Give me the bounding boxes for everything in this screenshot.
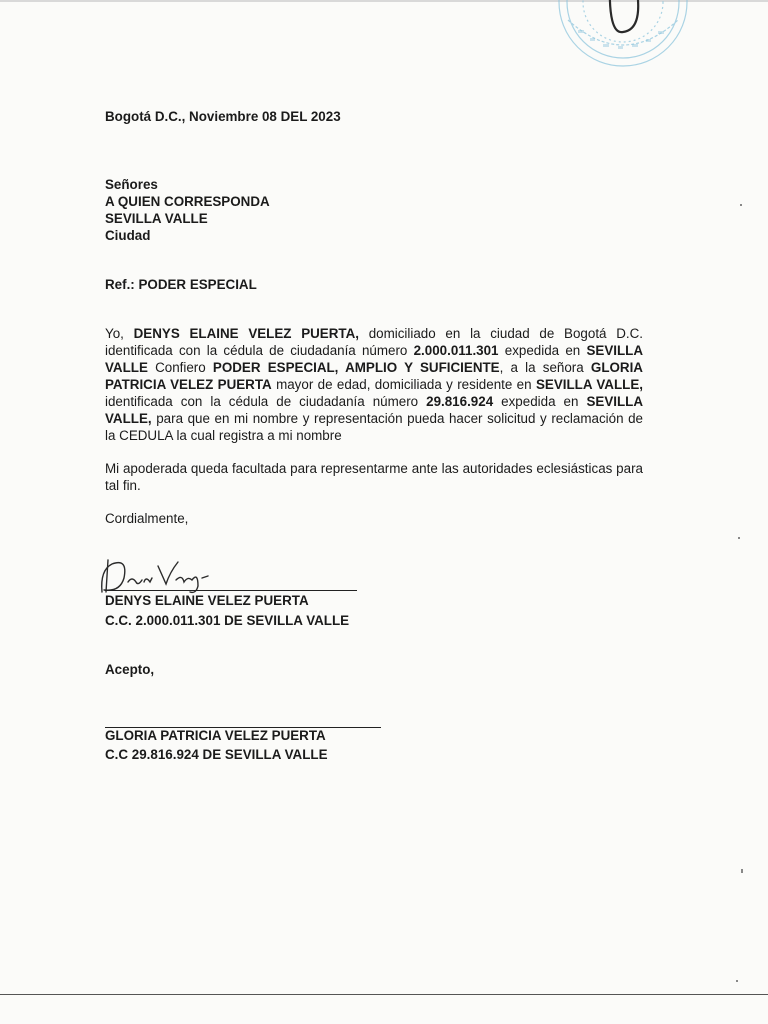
- body-text: expedida en: [493, 394, 587, 409]
- body-text: Confiero: [147, 360, 213, 375]
- seal-stamp-icon: [548, 0, 698, 68]
- date-line: Bogotá D.C., Noviembre 08 DEL 2023: [105, 109, 341, 124]
- attorney-id-line: C.C 29.816.924 DE SEVILLA VALLE: [105, 747, 328, 762]
- body-text: para que en mi nombre y representación pueda hacer solicitud y reclamación de la CEDULA la cual registra a mi nombre: [105, 411, 643, 443]
- bottom-edge-line: [0, 994, 768, 995]
- signer-block: [105, 592, 349, 629]
- recipient-line: A QUIEN CORRESPONDA: [105, 194, 270, 209]
- recipient-line: Ciudad: [105, 228, 151, 243]
- closing-line: Cordialmente,: [105, 511, 189, 526]
- scan-speck: [736, 980, 738, 982]
- body-text: Yo,: [105, 326, 134, 341]
- reference-line: Ref.: PODER ESPECIAL: [105, 277, 257, 292]
- body-paragraph-2: Mi apoderada queda facultada para representarme ante las autoridades eclesiásticas para tal fin.: [105, 461, 643, 493]
- grantor-id-number: 2.000.011.301: [413, 343, 499, 358]
- recipient-block: [105, 176, 270, 244]
- body-text: mayor de edad, domiciliada y residente en: [271, 377, 536, 392]
- body-text: domiciliado en la ciudad de Bogotá D.C. identificada con la cédula de ciudadanía número: [105, 326, 643, 358]
- body-text: expedida en: [498, 343, 587, 358]
- scan-speck: [740, 204, 742, 206]
- residence-place: SEVILLA VALLE,: [535, 377, 643, 392]
- attorney-name: GLORIA PATRICIA VELEZ PUERTA: [105, 360, 643, 392]
- power-type: PODER ESPECIAL, AMPLIO Y SUFICIENTE: [212, 360, 500, 375]
- attorney-name-line: GLORIA PATRICIA VELEZ PUERTA: [105, 728, 326, 743]
- scan-speck: [741, 869, 743, 873]
- acceptance-block: [105, 727, 328, 763]
- body-text: , a la señora: [499, 360, 591, 375]
- body-text: identificada con la cédula de ciudadanía número: [105, 394, 427, 409]
- attorney-id-number: 29.816.924: [426, 394, 494, 409]
- scan-speck: [738, 537, 740, 539]
- recipient-line: SEVILLA VALLE: [105, 211, 208, 226]
- recipient-line: Señores: [105, 177, 158, 192]
- signature-line: [105, 590, 357, 591]
- signer-id: C.C. 2.000.011.301 DE SEVILLA VALLE: [105, 613, 350, 628]
- body-paragraph-1: [105, 325, 643, 444]
- grantor-name: DENYS ELAINE VELEZ PUERTA,: [133, 326, 359, 341]
- signer-name: DENYS ELAINE VELEZ PUERTA: [105, 593, 309, 608]
- issue-place: SEVILLA VALLE,: [105, 394, 643, 426]
- acceptance-label: Acepto,: [105, 662, 155, 677]
- issue-place: SEVILLA VALLE: [105, 343, 643, 375]
